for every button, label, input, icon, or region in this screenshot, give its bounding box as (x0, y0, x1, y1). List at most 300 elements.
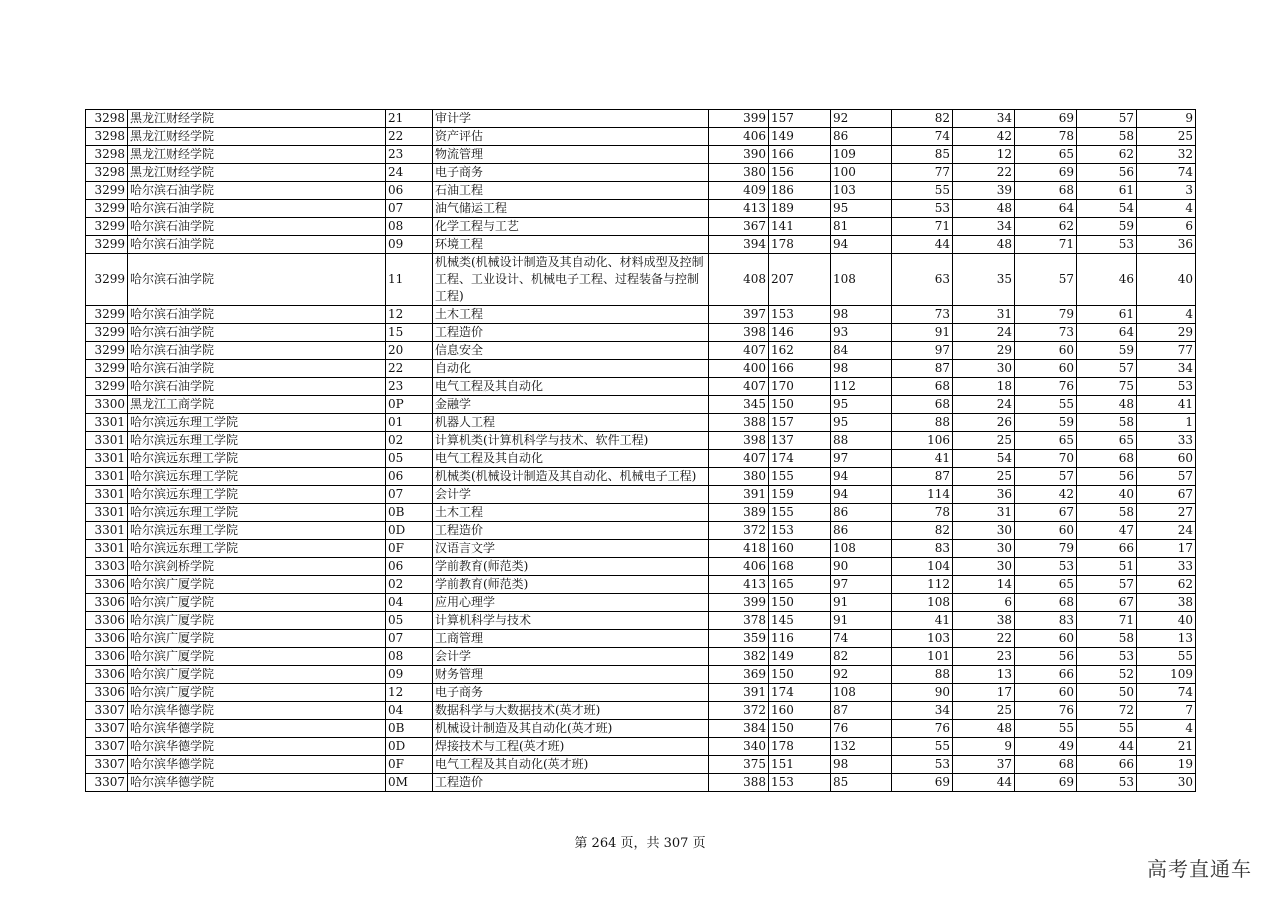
score-7-cell: 66 (1077, 540, 1137, 558)
score-8-cell: 38 (1137, 594, 1196, 612)
score-1-cell: 406 (709, 128, 769, 146)
table-row (86, 540, 1196, 558)
score-7-cell: 55 (1077, 720, 1137, 738)
score-7-cell: 58 (1077, 504, 1137, 522)
score-5-cell: 9 (953, 738, 1015, 756)
score-7-cell: 58 (1077, 128, 1137, 146)
score-1-cell: 407 (709, 378, 769, 396)
score-6-cell: 55 (1015, 720, 1077, 738)
major-code-cell: 15 (386, 324, 433, 342)
major-name-cell: 石油工程 (433, 182, 709, 200)
score-8-cell: 25 (1137, 128, 1196, 146)
score-4-cell: 103 (892, 630, 953, 648)
score-3-cell: 85 (831, 774, 892, 792)
table-row (86, 146, 1196, 164)
score-8-cell: 62 (1137, 576, 1196, 594)
score-7-cell: 54 (1077, 200, 1137, 218)
score-2-cell: 145 (769, 612, 831, 630)
score-5-cell: 31 (953, 306, 1015, 324)
score-6-cell: 78 (1015, 128, 1077, 146)
score-8-cell: 67 (1137, 486, 1196, 504)
score-4-cell: 108 (892, 594, 953, 612)
score-1-cell: 378 (709, 612, 769, 630)
major-name-cell: 审计学 (433, 110, 709, 128)
score-6-cell: 66 (1015, 666, 1077, 684)
score-6-cell: 49 (1015, 738, 1077, 756)
score-7-cell: 51 (1077, 558, 1137, 576)
score-6-cell: 68 (1015, 594, 1077, 612)
score-1-cell: 400 (709, 360, 769, 378)
score-4-cell: 112 (892, 576, 953, 594)
major-code-cell: 04 (386, 702, 433, 720)
score-7-cell: 44 (1077, 738, 1137, 756)
score-3-cell: 100 (831, 164, 892, 182)
score-5-cell: 18 (953, 378, 1015, 396)
score-5-cell: 23 (953, 648, 1015, 666)
score-3-cell: 97 (831, 576, 892, 594)
score-6-cell: 71 (1015, 236, 1077, 254)
school-name-cell: 哈尔滨石油学院 (128, 360, 386, 378)
score-6-cell: 68 (1015, 756, 1077, 774)
table-row (86, 236, 1196, 254)
school-name-cell: 哈尔滨广厦学院 (128, 666, 386, 684)
table-row (86, 432, 1196, 450)
table-row (86, 324, 1196, 342)
school-name-cell: 哈尔滨广厦学院 (128, 648, 386, 666)
table-row (86, 342, 1196, 360)
score-5-cell: 29 (953, 342, 1015, 360)
school-code-cell: 3299 (86, 360, 128, 378)
score-3-cell: 87 (831, 702, 892, 720)
score-8-cell: 7 (1137, 702, 1196, 720)
major-name-cell: 自动化 (433, 360, 709, 378)
score-1-cell: 409 (709, 182, 769, 200)
major-code-cell: 23 (386, 146, 433, 164)
table-row (86, 200, 1196, 218)
score-5-cell: 22 (953, 164, 1015, 182)
score-2-cell: 141 (769, 218, 831, 236)
score-1-cell: 399 (709, 594, 769, 612)
score-1-cell: 389 (709, 504, 769, 522)
watermark-logo-text: 高考直通车 (1147, 857, 1252, 881)
major-code-cell: 22 (386, 360, 433, 378)
score-5-cell: 48 (953, 720, 1015, 738)
major-code-cell: 0P (386, 396, 433, 414)
score-1-cell: 418 (709, 540, 769, 558)
score-8-cell: 19 (1137, 756, 1196, 774)
table-row (86, 576, 1196, 594)
school-name-cell: 哈尔滨石油学院 (128, 182, 386, 200)
score-3-cell: 112 (831, 378, 892, 396)
school-code-cell: 3301 (86, 468, 128, 486)
score-8-cell: 60 (1137, 450, 1196, 468)
school-code-cell: 3307 (86, 738, 128, 756)
major-name-cell: 会计学 (433, 648, 709, 666)
score-1-cell: 367 (709, 218, 769, 236)
score-1-cell: 359 (709, 630, 769, 648)
score-4-cell: 69 (892, 774, 953, 792)
table-row (86, 360, 1196, 378)
school-name-cell: 哈尔滨远东理工学院 (128, 414, 386, 432)
score-5-cell: 30 (953, 540, 1015, 558)
score-4-cell: 87 (892, 468, 953, 486)
major-name-cell: 工程造价 (433, 324, 709, 342)
score-4-cell: 55 (892, 738, 953, 756)
table-row (86, 756, 1196, 774)
score-1-cell: 394 (709, 236, 769, 254)
school-code-cell: 3301 (86, 522, 128, 540)
major-name-cell: 计算机科学与技术 (433, 612, 709, 630)
table-row (86, 630, 1196, 648)
school-name-cell: 黑龙江财经学院 (128, 164, 386, 182)
score-8-cell: 27 (1137, 504, 1196, 522)
admission-score-table (85, 109, 1196, 792)
score-7-cell: 57 (1077, 360, 1137, 378)
school-code-cell: 3301 (86, 432, 128, 450)
score-1-cell: 413 (709, 200, 769, 218)
score-4-cell: 88 (892, 666, 953, 684)
major-name-cell: 资产评估 (433, 128, 709, 146)
score-8-cell: 21 (1137, 738, 1196, 756)
major-code-cell: 04 (386, 594, 433, 612)
school-name-cell: 哈尔滨广厦学院 (128, 630, 386, 648)
page-footer: 第 264 页，共 307 页 (574, 836, 706, 851)
score-7-cell: 57 (1077, 110, 1137, 128)
score-2-cell: 166 (769, 146, 831, 164)
score-3-cell: 97 (831, 450, 892, 468)
score-1-cell: 388 (709, 774, 769, 792)
score-5-cell: 36 (953, 486, 1015, 504)
table-row (86, 522, 1196, 540)
major-code-cell: 24 (386, 164, 433, 182)
score-7-cell: 46 (1077, 254, 1137, 306)
major-code-cell: 0D (386, 738, 433, 756)
score-2-cell: 153 (769, 774, 831, 792)
table-row (86, 738, 1196, 756)
score-8-cell: 24 (1137, 522, 1196, 540)
score-3-cell: 108 (831, 254, 892, 306)
major-name-cell: 汉语言文学 (433, 540, 709, 558)
score-2-cell: 186 (769, 182, 831, 200)
score-6-cell: 57 (1015, 254, 1077, 306)
major-code-cell: 07 (386, 200, 433, 218)
major-name-cell: 学前教育(师范类) (433, 558, 709, 576)
table-row (86, 468, 1196, 486)
score-2-cell: 157 (769, 110, 831, 128)
table-row (86, 450, 1196, 468)
major-name-cell: 计算机类(计算机科学与技术、软件工程) (433, 432, 709, 450)
score-3-cell: 108 (831, 684, 892, 702)
major-name-cell: 焊接技术与工程(英才班) (433, 738, 709, 756)
score-1-cell: 407 (709, 342, 769, 360)
score-4-cell: 90 (892, 684, 953, 702)
score-8-cell: 33 (1137, 432, 1196, 450)
score-8-cell: 40 (1137, 254, 1196, 306)
school-name-cell: 哈尔滨华德学院 (128, 756, 386, 774)
score-2-cell: 150 (769, 396, 831, 414)
major-code-cell: 0B (386, 720, 433, 738)
score-5-cell: 17 (953, 684, 1015, 702)
score-7-cell: 56 (1077, 468, 1137, 486)
score-5-cell: 25 (953, 702, 1015, 720)
major-code-cell: 07 (386, 630, 433, 648)
school-name-cell: 黑龙江财经学院 (128, 128, 386, 146)
school-code-cell: 3301 (86, 486, 128, 504)
score-6-cell: 56 (1015, 648, 1077, 666)
score-2-cell: 178 (769, 236, 831, 254)
score-2-cell: 150 (769, 720, 831, 738)
score-3-cell: 91 (831, 612, 892, 630)
score-6-cell: 79 (1015, 540, 1077, 558)
score-8-cell: 53 (1137, 378, 1196, 396)
score-8-cell: 41 (1137, 396, 1196, 414)
major-code-cell: 09 (386, 666, 433, 684)
score-3-cell: 86 (831, 128, 892, 146)
score-3-cell: 95 (831, 200, 892, 218)
score-5-cell: 14 (953, 576, 1015, 594)
score-7-cell: 61 (1077, 182, 1137, 200)
score-8-cell: 3 (1137, 182, 1196, 200)
score-1-cell: 406 (709, 558, 769, 576)
score-1-cell: 391 (709, 684, 769, 702)
score-8-cell: 34 (1137, 360, 1196, 378)
score-7-cell: 40 (1077, 486, 1137, 504)
score-2-cell: 160 (769, 702, 831, 720)
score-2-cell: 174 (769, 684, 831, 702)
school-code-cell: 3298 (86, 128, 128, 146)
school-code-cell: 3298 (86, 110, 128, 128)
major-code-cell: 05 (386, 612, 433, 630)
score-1-cell: 340 (709, 738, 769, 756)
score-5-cell: 22 (953, 630, 1015, 648)
score-7-cell: 56 (1077, 164, 1137, 182)
score-5-cell: 34 (953, 218, 1015, 236)
score-7-cell: 58 (1077, 414, 1137, 432)
score-5-cell: 24 (953, 324, 1015, 342)
score-5-cell: 30 (953, 360, 1015, 378)
score-3-cell: 94 (831, 468, 892, 486)
school-code-cell: 3298 (86, 164, 128, 182)
school-name-cell: 哈尔滨远东理工学院 (128, 450, 386, 468)
school-code-cell: 3299 (86, 342, 128, 360)
score-6-cell: 69 (1015, 774, 1077, 792)
major-name-cell: 电气工程及其自动化 (433, 378, 709, 396)
table-row (86, 666, 1196, 684)
score-3-cell: 92 (831, 110, 892, 128)
score-4-cell: 78 (892, 504, 953, 522)
school-code-cell: 3298 (86, 146, 128, 164)
score-4-cell: 82 (892, 522, 953, 540)
score-4-cell: 41 (892, 612, 953, 630)
score-4-cell: 104 (892, 558, 953, 576)
score-6-cell: 60 (1015, 522, 1077, 540)
school-code-cell: 3299 (86, 306, 128, 324)
school-code-cell: 3301 (86, 504, 128, 522)
score-8-cell: 6 (1137, 218, 1196, 236)
table-row (86, 684, 1196, 702)
school-name-cell: 黑龙江工商学院 (128, 396, 386, 414)
score-2-cell: 116 (769, 630, 831, 648)
school-name-cell: 哈尔滨远东理工学院 (128, 522, 386, 540)
school-name-cell: 哈尔滨远东理工学院 (128, 468, 386, 486)
score-5-cell: 13 (953, 666, 1015, 684)
score-4-cell: 97 (892, 342, 953, 360)
score-6-cell: 68 (1015, 182, 1077, 200)
major-code-cell: 07 (386, 486, 433, 504)
score-4-cell: 76 (892, 720, 953, 738)
score-2-cell: 150 (769, 666, 831, 684)
major-name-cell: 土木工程 (433, 306, 709, 324)
score-2-cell: 155 (769, 468, 831, 486)
score-6-cell: 76 (1015, 702, 1077, 720)
major-code-cell: 0F (386, 540, 433, 558)
score-2-cell: 189 (769, 200, 831, 218)
school-name-cell: 哈尔滨石油学院 (128, 324, 386, 342)
score-5-cell: 6 (953, 594, 1015, 612)
score-3-cell: 76 (831, 720, 892, 738)
score-5-cell: 30 (953, 522, 1015, 540)
school-name-cell: 哈尔滨远东理工学院 (128, 540, 386, 558)
table-row (86, 164, 1196, 182)
score-2-cell: 156 (769, 164, 831, 182)
score-5-cell: 26 (953, 414, 1015, 432)
score-8-cell: 4 (1137, 306, 1196, 324)
school-code-cell: 3303 (86, 558, 128, 576)
score-7-cell: 72 (1077, 702, 1137, 720)
score-3-cell: 98 (831, 360, 892, 378)
score-4-cell: 34 (892, 702, 953, 720)
score-2-cell: 166 (769, 360, 831, 378)
school-name-cell: 哈尔滨远东理工学院 (128, 432, 386, 450)
score-8-cell: 4 (1137, 200, 1196, 218)
score-6-cell: 67 (1015, 504, 1077, 522)
score-7-cell: 58 (1077, 630, 1137, 648)
score-1-cell: 408 (709, 254, 769, 306)
major-code-cell: 11 (386, 254, 433, 306)
score-6-cell: 60 (1015, 342, 1077, 360)
score-6-cell: 53 (1015, 558, 1077, 576)
score-4-cell: 91 (892, 324, 953, 342)
score-8-cell: 36 (1137, 236, 1196, 254)
table-row (86, 110, 1196, 128)
school-name-cell: 哈尔滨石油学院 (128, 306, 386, 324)
table-row (86, 558, 1196, 576)
score-6-cell: 76 (1015, 378, 1077, 396)
school-name-cell: 哈尔滨石油学院 (128, 254, 386, 306)
school-name-cell: 哈尔滨远东理工学院 (128, 486, 386, 504)
score-2-cell: 159 (769, 486, 831, 504)
score-3-cell: 95 (831, 414, 892, 432)
major-code-cell: 09 (386, 236, 433, 254)
table-row (86, 378, 1196, 396)
score-4-cell: 88 (892, 414, 953, 432)
score-6-cell: 69 (1015, 110, 1077, 128)
major-name-cell: 数据科学与大数据技术(英才班) (433, 702, 709, 720)
score-1-cell: 345 (709, 396, 769, 414)
score-7-cell: 71 (1077, 612, 1137, 630)
major-name-cell: 电子商务 (433, 684, 709, 702)
school-code-cell: 3299 (86, 182, 128, 200)
score-6-cell: 62 (1015, 218, 1077, 236)
school-code-cell: 3301 (86, 450, 128, 468)
score-4-cell: 68 (892, 378, 953, 396)
school-name-cell: 哈尔滨华德学院 (128, 738, 386, 756)
table-row (86, 504, 1196, 522)
score-4-cell: 41 (892, 450, 953, 468)
score-4-cell: 74 (892, 128, 953, 146)
table-row (86, 306, 1196, 324)
score-3-cell: 86 (831, 504, 892, 522)
score-8-cell: 33 (1137, 558, 1196, 576)
school-name-cell: 黑龙江财经学院 (128, 110, 386, 128)
major-name-cell: 机械设计制造及其自动化(英才班) (433, 720, 709, 738)
score-4-cell: 68 (892, 396, 953, 414)
major-name-cell: 化学工程与工艺 (433, 218, 709, 236)
score-7-cell: 64 (1077, 324, 1137, 342)
school-name-cell: 黑龙江财经学院 (128, 146, 386, 164)
score-6-cell: 57 (1015, 468, 1077, 486)
major-code-cell: 06 (386, 468, 433, 486)
score-1-cell: 372 (709, 702, 769, 720)
score-3-cell: 93 (831, 324, 892, 342)
score-1-cell: 380 (709, 468, 769, 486)
score-4-cell: 85 (892, 146, 953, 164)
score-1-cell: 388 (709, 414, 769, 432)
score-5-cell: 54 (953, 450, 1015, 468)
major-code-cell: 21 (386, 110, 433, 128)
score-6-cell: 64 (1015, 200, 1077, 218)
score-5-cell: 31 (953, 504, 1015, 522)
major-name-cell: 工程造价 (433, 774, 709, 792)
score-8-cell: 17 (1137, 540, 1196, 558)
school-name-cell: 哈尔滨剑桥学院 (128, 558, 386, 576)
school-code-cell: 3306 (86, 576, 128, 594)
table-row (86, 648, 1196, 666)
school-code-cell: 3307 (86, 720, 128, 738)
school-code-cell: 3307 (86, 774, 128, 792)
score-2-cell: 149 (769, 128, 831, 146)
score-2-cell: 174 (769, 450, 831, 468)
score-8-cell: 4 (1137, 720, 1196, 738)
major-name-cell: 机器人工程 (433, 414, 709, 432)
score-7-cell: 53 (1077, 774, 1137, 792)
score-7-cell: 75 (1077, 378, 1137, 396)
score-3-cell: 108 (831, 540, 892, 558)
table-row (86, 396, 1196, 414)
score-1-cell: 390 (709, 146, 769, 164)
score-6-cell: 69 (1015, 164, 1077, 182)
score-3-cell: 86 (831, 522, 892, 540)
score-6-cell: 60 (1015, 684, 1077, 702)
score-2-cell: 137 (769, 432, 831, 450)
major-name-cell: 工商管理 (433, 630, 709, 648)
score-7-cell: 53 (1077, 236, 1137, 254)
score-8-cell: 9 (1137, 110, 1196, 128)
school-name-cell: 哈尔滨石油学院 (128, 378, 386, 396)
score-2-cell: 178 (769, 738, 831, 756)
score-5-cell: 30 (953, 558, 1015, 576)
score-8-cell: 32 (1137, 146, 1196, 164)
school-code-cell: 3301 (86, 540, 128, 558)
score-8-cell: 30 (1137, 774, 1196, 792)
score-6-cell: 59 (1015, 414, 1077, 432)
major-code-cell: 06 (386, 558, 433, 576)
school-name-cell: 哈尔滨华德学院 (128, 720, 386, 738)
major-name-cell: 电子商务 (433, 164, 709, 182)
score-1-cell: 384 (709, 720, 769, 738)
major-name-cell: 油气储运工程 (433, 200, 709, 218)
score-1-cell: 399 (709, 110, 769, 128)
